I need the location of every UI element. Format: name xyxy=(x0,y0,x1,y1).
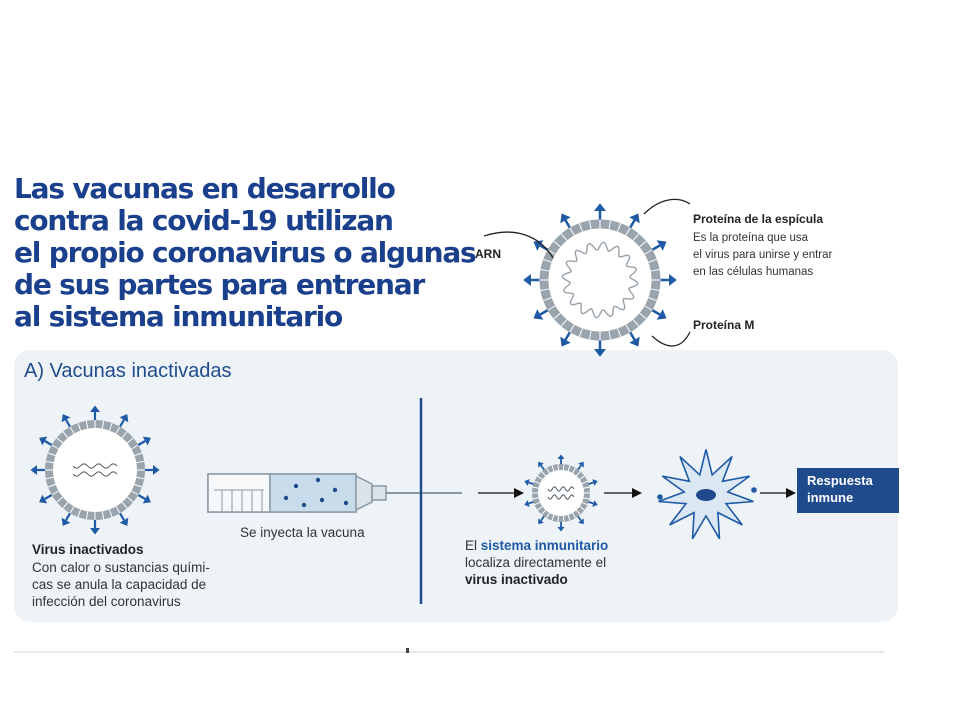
response-line-1: Respuesta xyxy=(807,473,873,488)
inactivated-desc-2: cas se anula la capacidad de xyxy=(32,577,207,592)
label-arn: ARN xyxy=(475,247,501,261)
section-title: A) Vacunas inactivadas xyxy=(24,360,232,382)
headline-line-1: Las vacunas en desarrollo xyxy=(14,172,395,205)
bottom-tick xyxy=(406,648,409,653)
label-spike-desc-2: el virus para unirse y entrar xyxy=(693,249,833,261)
inactivated-desc-3: infección del coronavirus xyxy=(32,594,181,609)
headline-line-5: al sistema inmunitario xyxy=(14,300,343,333)
spike xyxy=(594,203,606,211)
spike xyxy=(523,274,531,286)
syringe-caption: Se inyecta la vacuna xyxy=(240,525,365,540)
inactivated-title: Virus inactivados xyxy=(32,542,144,557)
m-protein-pointer xyxy=(652,332,690,346)
label-spike-desc-1: Es la proteína que usa xyxy=(693,232,809,244)
inactivated-desc-1: Con calor o sustancias quími- xyxy=(32,560,210,575)
immune-line-1: El sistema inmunitario xyxy=(465,538,609,553)
spike-pointer xyxy=(644,199,690,214)
headline xyxy=(14,172,476,333)
label-spike-desc-3: en las células humanas xyxy=(693,266,814,278)
headline-line-4: de sus partes para entrenar xyxy=(14,268,425,301)
coronavirus-diagram xyxy=(475,199,833,356)
headline-line-3: el propio coronavirus o algunas xyxy=(14,236,476,269)
headline-line-2: contra la covid-19 utilizan xyxy=(14,204,393,237)
label-spike-title: Proteína de la espícula xyxy=(693,212,824,226)
response-line-2: inmune xyxy=(807,490,854,505)
virus-icon xyxy=(523,203,677,357)
immune-line-2: localiza directamente el xyxy=(465,555,607,570)
immune-line-3: virus inactivado xyxy=(465,572,568,587)
spike xyxy=(669,274,677,286)
label-m-protein: Proteína M xyxy=(693,318,755,332)
immune-response-box xyxy=(797,468,899,513)
